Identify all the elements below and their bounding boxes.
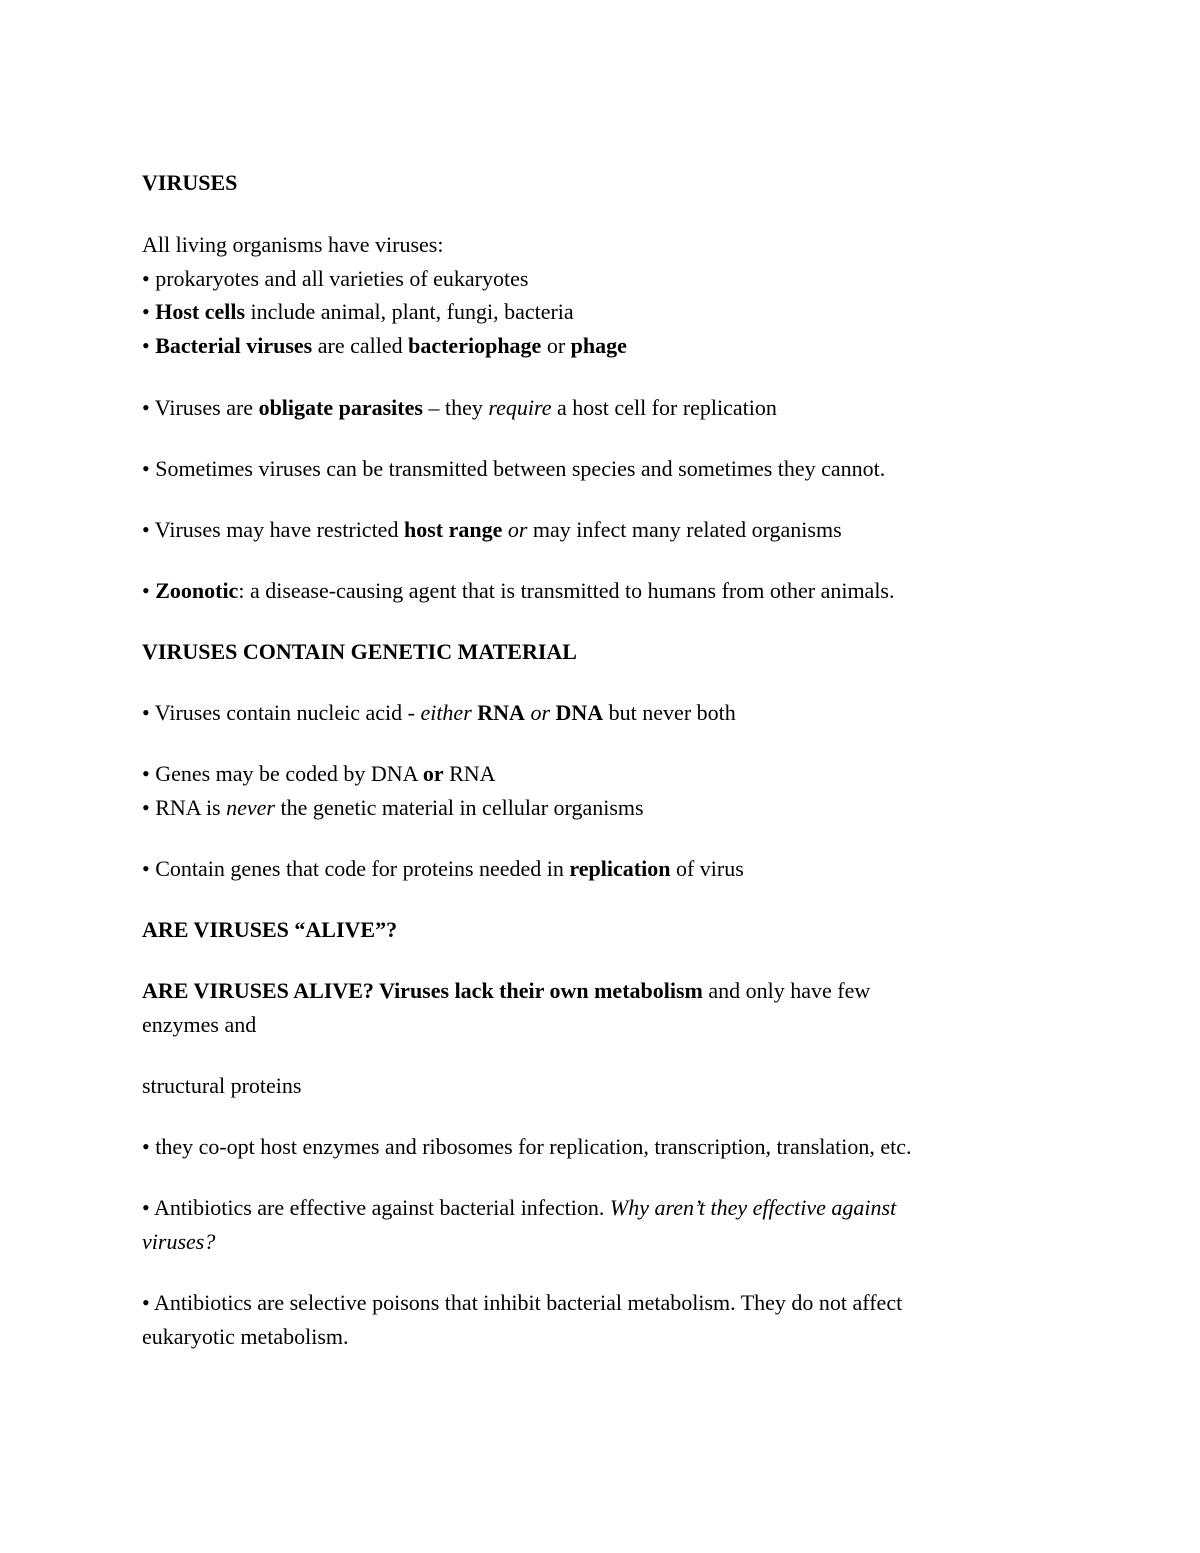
term-host-cells: Host cells	[155, 299, 246, 324]
emphasis-either: either	[420, 700, 472, 725]
bullet-text: but never both	[603, 700, 736, 725]
bullet-host-range	[142, 515, 842, 545]
term-phage: phage	[570, 333, 627, 358]
bullet-zoonotic	[142, 576, 895, 606]
bullet-replication	[142, 854, 744, 884]
section-heading-genetic-material: VIRUSES CONTAIN GENETIC MATERIAL	[142, 639, 577, 664]
bullet-prefix: •	[142, 299, 156, 324]
bullet-text: • Contain genes that code for proteins needed in	[142, 856, 570, 881]
bullet-rna-never	[142, 793, 644, 823]
bullet-text: – they	[422, 395, 489, 420]
bullet-obligate-parasites	[142, 393, 777, 423]
bullet-text: • Viruses may have restricted	[142, 517, 404, 542]
bullet-antibiotics-effective-cont: viruses?	[142, 1229, 216, 1254]
paragraph-alive-line2: enzymes and	[142, 1012, 257, 1037]
bullet-antibiotics-selective: • Antibiotics are selective poisons that inhibit bacterial metabolism. They do not affect	[142, 1290, 903, 1315]
term-obligate-parasites: obligate parasites	[258, 395, 423, 420]
document-title: VIRUSES	[142, 170, 238, 195]
term-zoonotic: Zoonotic	[155, 578, 239, 603]
emphasis-or: or	[530, 700, 550, 725]
emphasis-or: or	[507, 517, 528, 542]
bullet-text: or	[541, 333, 571, 358]
bullet-text: • Viruses are	[142, 395, 259, 420]
emphasis-question: Why aren’t they effective against	[609, 1195, 897, 1220]
bullet-text: • RNA is	[142, 795, 227, 820]
term-replication: replication	[569, 856, 671, 881]
paragraph-alive-line1	[142, 976, 870, 1006]
paragraph-text: and only have few	[702, 978, 871, 1003]
bullet-text: are called	[312, 333, 409, 358]
term-host-range: host range	[403, 517, 503, 542]
bullet-text: the genetic material in cellular organisms	[274, 795, 644, 820]
bullet-text: may infect many related organisms	[527, 517, 842, 542]
bullet-antibiotics-effective	[142, 1193, 896, 1223]
paragraph-structural-proteins: structural proteins	[142, 1073, 302, 1098]
term-rna: RNA	[477, 700, 525, 725]
term-bacterial-viruses: Bacterial viruses	[155, 333, 313, 358]
bullet-host-cells	[142, 297, 574, 327]
bullet-text: • Viruses contain nucleic acid -	[142, 700, 421, 725]
bullet-prokaryotes: • prokaryotes and all varieties of eukaryotes	[142, 266, 529, 291]
bullet-text: • Genes may be coded by DNA	[142, 761, 423, 786]
paragraph-bold-lead: ARE VIRUSES ALIVE? Viruses lack their own metabolism	[142, 978, 703, 1003]
bullet-bacterial-viruses	[142, 331, 627, 361]
emphasis-require: require	[488, 395, 552, 420]
bullet-text: a host cell for replication	[551, 395, 777, 420]
bullet-genes	[142, 759, 496, 789]
section-heading-alive: ARE VIRUSES “ALIVE”?	[142, 917, 398, 942]
term-bacteriophage: bacteriophage	[408, 333, 542, 358]
bullet-nucleic-acid	[142, 698, 736, 728]
bullet-prefix: •	[142, 578, 156, 603]
bullet-text: of virus	[670, 856, 744, 881]
bullet-text: : a disease-causing agent that is transmitted to humans from other animals.	[238, 578, 895, 603]
bullet-prefix: •	[142, 333, 156, 358]
bullet-text: RNA	[443, 761, 496, 786]
bullet-co-opt: • they co-opt host enzymes and ribosomes for replication, transcription, translation, etc.	[142, 1134, 912, 1159]
term-or: or	[422, 761, 444, 786]
bullet-transmission: • Sometimes viruses can be transmitted between species and sometimes they cannot.	[142, 456, 886, 481]
bullet-antibiotics-selective-cont: eukaryotic metabolism.	[142, 1324, 349, 1349]
emphasis-never: never	[226, 795, 275, 820]
intro-lead: All living organisms have viruses:	[142, 232, 444, 257]
bullet-text: include animal, plant, fungi, bacteria	[245, 299, 574, 324]
bullet-text: • Antibiotics are effective against bacterial infection.	[142, 1195, 610, 1220]
term-dna: DNA	[555, 700, 604, 725]
